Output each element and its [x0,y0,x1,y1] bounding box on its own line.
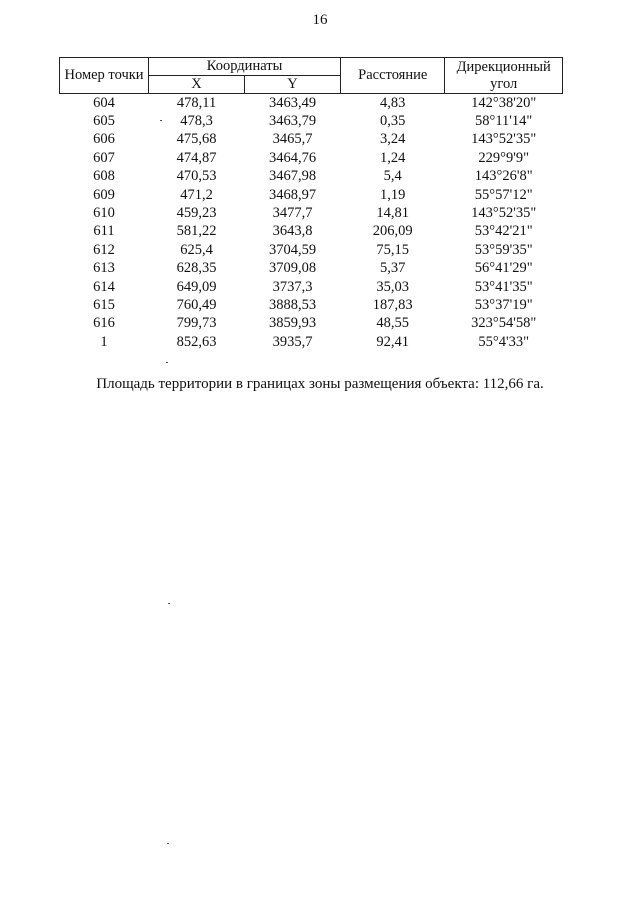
cell-y: 3463,49 [268,94,317,111]
table-row [60,278,563,296]
header-direction-angle: Дирекционный угол [445,58,563,94]
header-coordinates: Координаты [149,58,341,76]
cell-num: 611 [93,223,115,240]
cell-num: 610 [93,205,115,222]
cell-dist: 75,15 [376,241,410,258]
cell-angle: 55°57'12" [474,186,533,203]
cell-x: 799,73 [176,315,217,332]
cell-dist: 206,09 [372,223,413,240]
cell-angle: 53°42'21" [474,223,533,240]
cell-dist: 4,83 [380,94,406,111]
cell-x: 625,4 [180,241,213,258]
cell-angle: 143°52'35" [471,205,537,222]
header-y: Y [245,76,341,94]
table-row [60,315,563,333]
cell-y: 3468,97 [268,186,317,203]
coordinates-table [59,57,563,351]
cell-x: 474,87 [176,149,217,166]
cell-angle: 143°26'8" [474,168,533,185]
scan-speck [160,120,162,121]
cell-dist: 5,37 [380,260,406,277]
cell-angle: 55°4'33" [478,333,529,350]
cell-y: 3935,7 [272,333,313,350]
header-distance: Расстояние [341,58,445,94]
area-summary: Площадь территории в границах зоны размещения объекта: 112,66 га. [96,376,544,392]
header-point-number: Номер точки [60,58,149,94]
cell-dist: 92,41 [376,333,410,350]
scan-speck [166,362,168,363]
cell-y: 3704,59 [268,241,317,258]
cell-y: 3709,08 [268,260,317,277]
cell-num: 614 [93,278,115,295]
cell-dist: 3,24 [380,131,406,148]
cell-num: 607 [93,149,115,166]
cell-x: 478,3 [180,113,213,130]
cell-x: 649,09 [176,278,217,295]
cell-x: 760,49 [176,296,217,313]
table-row [60,149,563,167]
table-row [60,296,563,314]
cell-num: 609 [93,186,115,203]
cell-angle: 58°11'14" [475,113,533,130]
cell-y: 3465,7 [272,131,313,148]
cell-y: 3643,8 [272,223,313,240]
cell-num: 615 [93,296,115,313]
cell-y: 3477,7 [272,205,313,222]
cell-angle: 229°9'9" [478,149,529,166]
page-number: 16 [312,12,328,28]
cell-num: 613 [93,260,115,277]
cell-x: 478,11 [176,94,217,111]
table-row [60,333,563,351]
cell-x: 471,2 [180,186,213,203]
cell-num: 605 [93,113,115,130]
cell-angle: 143°52'35" [471,131,537,148]
cell-angle: 53°37'19" [474,296,533,313]
cell-dist: 187,83 [372,296,413,313]
cell-x: 470,53 [176,168,217,185]
cell-angle: 323°54'58" [471,315,537,332]
table-row [60,241,563,259]
cell-num: 604 [93,94,115,111]
cell-y: 3464,76 [268,149,317,166]
cell-x: 628,35 [176,260,217,277]
cell-angle: 56°41'29" [474,260,533,277]
table-row [60,131,563,149]
scan-speck [167,843,169,844]
cell-y: 3467,98 [268,168,317,185]
cell-dist: 5,4 [383,168,402,185]
table-row [60,186,563,204]
cell-x: 852,63 [176,333,217,350]
cell-y: 3463,79 [268,113,317,130]
cell-num: 606 [93,131,115,148]
cell-dist: 35,03 [376,278,410,295]
table-row [60,112,563,130]
cell-dist: 14,81 [376,205,410,222]
cell-num: 1 [100,333,108,350]
cell-y: 3737,3 [272,278,313,295]
cell-x: 475,68 [176,131,217,148]
table-row [60,260,563,278]
cell-angle: 142°38'20" [471,94,537,111]
cell-y: 3888,53 [268,296,317,313]
cell-y: 3859,93 [268,315,317,332]
table-row [60,168,563,186]
table-row [60,204,563,222]
cell-num: 612 [93,241,115,258]
cell-num: 608 [93,168,115,185]
cell-x: 581,22 [176,223,217,240]
scan-speck [168,603,170,604]
cell-dist: 0,35 [380,113,406,130]
cell-dist: 48,55 [376,315,410,332]
table-row [60,94,563,113]
cell-num: 616 [93,315,115,332]
header-x: X [149,76,245,94]
cell-dist: 1,19 [380,186,406,203]
table-row [60,223,563,241]
cell-angle: 53°59'35" [474,241,533,258]
table-body [60,94,563,352]
cell-angle: 53°41'35" [474,278,533,295]
cell-dist: 1,24 [380,149,406,166]
cell-x: 459,23 [176,205,217,222]
